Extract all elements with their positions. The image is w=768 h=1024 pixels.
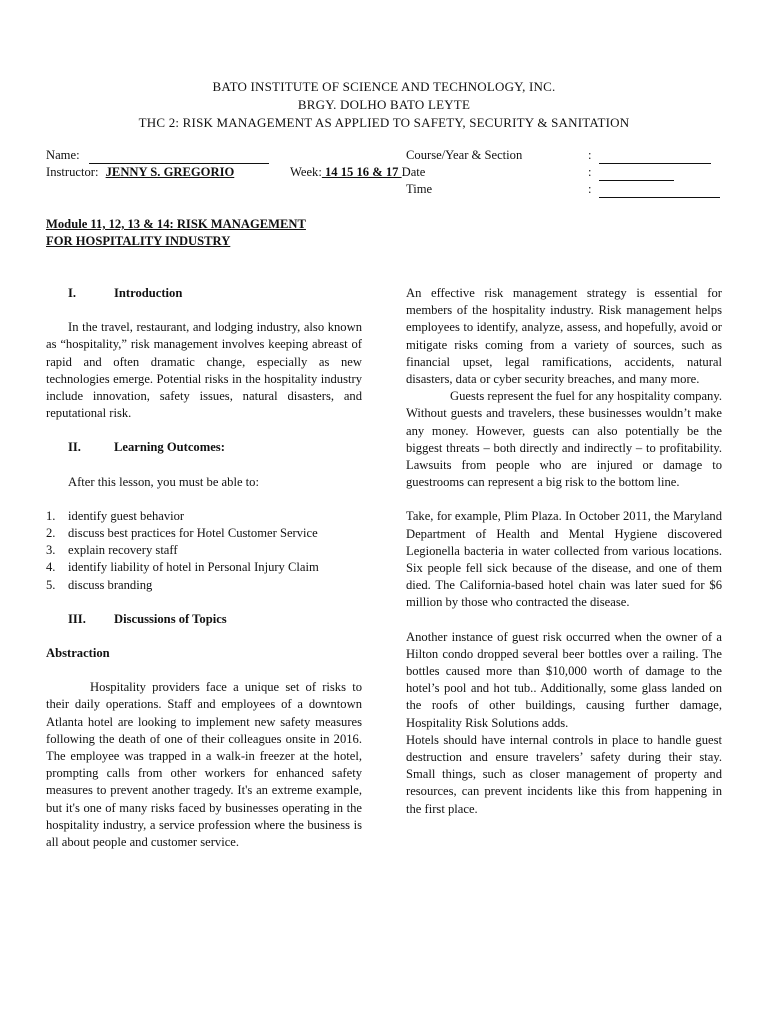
week-field <box>290 164 425 181</box>
risk-strategy-paragraph: An effective risk management strategy is essential for members of the hospitality industry. Risk management helps employees to identify, analyze, assess, and hopefully, avoid or mitigate risks coming from a variety of sources, such as financial upset, legal ramifications, accidents, natural disasters, data or cyber security breaches, and many more. <box>406 286 722 387</box>
course-section-label: Course/Year & Section <box>406 148 523 162</box>
hilton-paragraph: Another instance of guest risk occurred when the owner of a Hilton condo dropped several beer bottles over a railing. The bottles caused more than $10,000 worth of damage to the hotel’s pool and hot tub.. Additionally, some glass landed on the roofs of other buildings, causing further damage, Hospitality Risk Solutions adds. <box>406 629 722 730</box>
course-section-field: : <box>588 147 711 164</box>
outcomes-list <box>46 508 362 594</box>
left-column <box>46 285 362 851</box>
instructor-value: JENNY S. GREGORIO <box>105 165 235 179</box>
list-item: 2. discuss best practices for Hotel Customer Service <box>46 526 318 541</box>
document-header <box>0 78 768 132</box>
instructor-field <box>46 164 234 181</box>
abstraction-heading: Abstraction <box>46 646 110 661</box>
plim-plaza-paragraph: Take, for example, Plim Plaza. In October 2011, the Maryland Department of Health and Mental Hygiene discovered Legionella bacteria in water collected from various locations. Six people fell sick because of the disease, and one of them died. The California-based hotel chain was later sued for $6 million by those who contracted the disease. <box>406 509 722 610</box>
module-title-line1: Module 11, 12, 13 & 14: RISK MANAGEMENT <box>46 217 306 231</box>
name-field <box>46 147 269 164</box>
institute-address: BRGY. DOLHO BATO LEYTE <box>297 97 471 112</box>
list-item: 4. identify liability of hotel in Personal Injury Claim <box>46 560 319 575</box>
instructor-label: Instructor: <box>46 165 99 179</box>
institute-name: BATO INSTITUTE OF SCIENCE AND TECHNOLOGY, INC. <box>212 79 556 94</box>
time-label: Time <box>406 182 433 196</box>
internal-controls-paragraph: Hotels should have internal controls in place to handle guest destruction and ensure travelers’ safety during their stay. Small things, such as closer management of property and resources, can prevent incidents like this from happening in the first place. <box>406 732 722 816</box>
course-section-blank[interactable] <box>599 150 711 164</box>
list-item: 1. identify guest behavior <box>46 508 185 523</box>
introduction-paragraph: In the travel, restaurant, and lodging industry, also known as “hospitality,” risk management involves keeping abreast of rapid and often dramatic change, especially as new technologies emerge. Potential risks in the hospitality industry include innovation, safety issues, natural disasters, and reputational risk. <box>46 320 362 421</box>
outcomes-lead: After this lesson, you must be able to: <box>68 474 259 489</box>
guests-paragraph: Guests represent the fuel for any hospitality company. Without guests and travelers, these businesses wouldn’t make any money. However, guests can also potentially be the biggest threats – both directly and indirectly – to profitability. Lawsuits from people who are injured or damage to guestrooms can represent a big risk to the bottom line. <box>406 389 722 490</box>
list-item: 5. discuss branding <box>46 577 153 592</box>
list-item: 3. explain recovery staff <box>46 543 178 558</box>
abstraction-paragraph: Hospitality providers face a unique set of risks to their daily operations. Staff and employees of a downtown Atlanta hotel are looking to implement new safety measures following the death of one of their colleagues onsite in 2016. The employee was trapped in a walk-in freezer at the hotel, prompting calls from other workers for enhanced safety measures to prevent another tragedy. It's an extreme example, but it's one of many risks faced by businesses operating in the hospitality industry, a service profession where the business is all about people and customer service. <box>46 680 362 850</box>
date-blank[interactable] <box>599 167 674 181</box>
name-blank[interactable] <box>89 150 269 164</box>
week-label: Week: <box>290 165 322 179</box>
date-field: : <box>588 164 674 181</box>
time-field: : <box>588 181 720 198</box>
date-label: Date <box>401 165 426 179</box>
name-label: Name: <box>46 148 80 162</box>
time-blank[interactable] <box>599 184 720 198</box>
week-value: 14 15 16 & 17 <box>321 165 402 179</box>
right-column <box>406 285 722 818</box>
module-title-line2: FOR HOSPITALITY INDUSTRY <box>46 234 231 248</box>
section-heading-learning-outcomes: II. Learning Outcomes: <box>68 440 225 455</box>
course-title: THC 2: RISK MANAGEMENT AS APPLIED TO SAFETY, SECURITY & SANITATION <box>138 115 630 130</box>
section-heading-introduction: I. Introduction <box>68 286 183 300</box>
section-heading-discussions: III. Discussions of Topics <box>68 611 227 626</box>
